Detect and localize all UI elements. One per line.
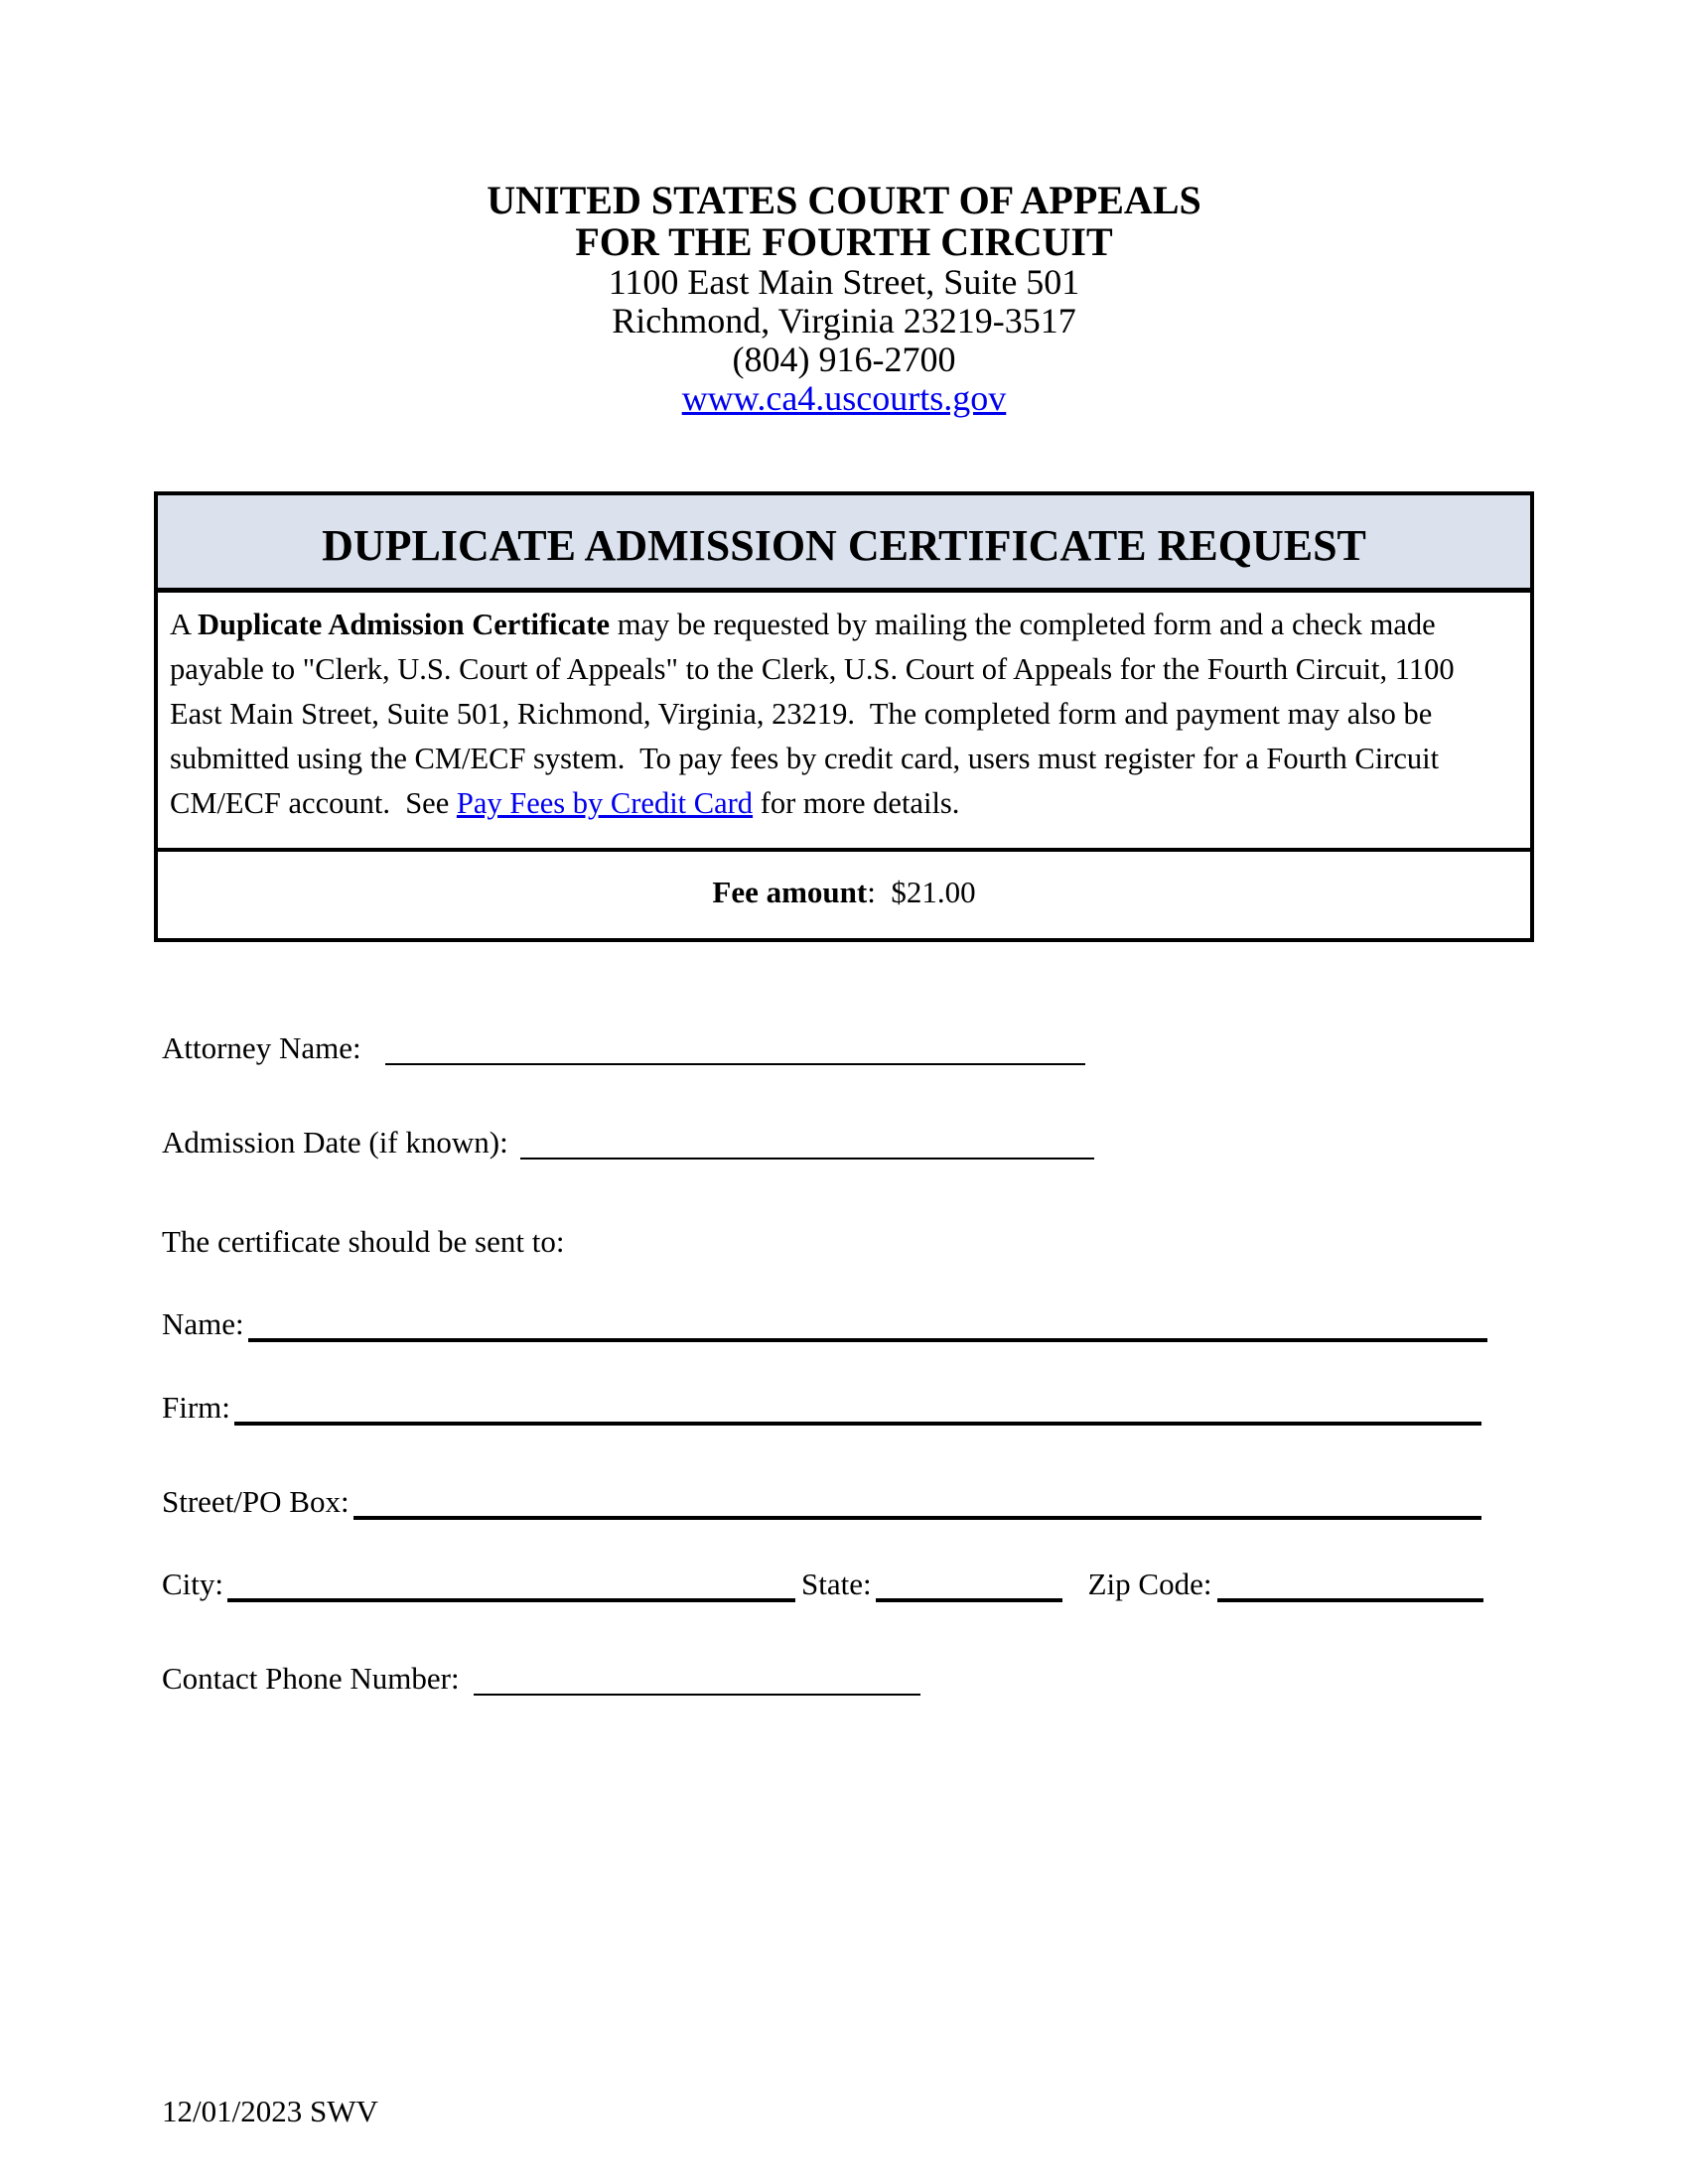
body-text-seg3: may be requested by mailing the completed form and a check made payable to "Clerk, U.S. Court of Appeals" to the Clerk, U.S. Court of Appeals for the Fourth Circuit, 1100 East Main Street, Suite 501, Richmond, Virginia, 23219. The completed form and payment may also be submitted using the CM/ECF system. To pay fees by credit card, users must register for a Fourth Circuit CM/ECF account. See (170, 608, 1463, 820)
court-name-line2: FOR THE FOURTH CIRCUIT (575, 219, 1113, 264)
zip-code-blank-line (1217, 1598, 1483, 1602)
firm-label: Firm: (162, 1390, 230, 1425)
firm-blank-line (234, 1422, 1481, 1426)
contact-phone-row (162, 1660, 920, 1698)
admission-date-label: Admission Date (if known): (162, 1125, 508, 1160)
pay-fees-link[interactable]: Pay Fees by Credit Card (456, 786, 754, 820)
state-label: State: (801, 1567, 872, 1601)
attorney-name-blank-line (385, 1063, 1085, 1065)
state-blank-line (876, 1598, 1062, 1602)
sent-to-heading: The certificate should be sent to: (162, 1224, 565, 1259)
recipient-name-blank-line (248, 1338, 1487, 1342)
street-po-box-row (162, 1483, 1481, 1521)
letterhead (0, 180, 1688, 418)
body-text-seg1: A (170, 608, 198, 641)
firm-row (162, 1389, 1481, 1427)
contact-phone-blank-line (474, 1694, 920, 1696)
address-line1: 1100 East Main Street, Suite 501 (608, 262, 1080, 302)
fee-row (158, 852, 1530, 938)
zip-code-label: Zip Code: (1087, 1567, 1212, 1601)
phone-number: (804) 916-2700 (732, 340, 956, 379)
court-website-link[interactable]: www.ca4.uscourts.gov (681, 378, 1007, 418)
notice-box-title: DUPLICATE ADMISSION CERTIFICATE REQUEST (158, 495, 1530, 593)
recipient-name-label: Name: (162, 1306, 244, 1341)
recipient-name-row (162, 1305, 1487, 1343)
fee-label: Fee amount (712, 875, 868, 909)
court-name-line1: UNITED STATES COURT OF APPEALS (487, 178, 1201, 222)
city-label: City: (162, 1567, 224, 1601)
attorney-name-row (162, 1029, 1085, 1067)
fee-value: : $21.00 (867, 875, 976, 909)
body-text-seg5: for more details. (753, 786, 960, 820)
city-blank-line (227, 1598, 795, 1602)
street-po-box-label: Street/PO Box: (162, 1484, 350, 1519)
body-text-bold-term: Duplicate Admission Certificate (197, 608, 611, 641)
revision-stamp: 12/01/2023 SWV (162, 2094, 378, 2128)
admission-date-row (162, 1124, 1094, 1161)
notice-box (154, 491, 1534, 942)
admission-date-blank-line (520, 1158, 1094, 1160)
address-line2: Richmond, Virginia 23219-3517 (612, 301, 1076, 341)
attorney-name-label: Attorney Name: (162, 1030, 361, 1065)
notice-box-body (158, 593, 1530, 852)
contact-phone-label: Contact Phone Number: (162, 1661, 460, 1696)
city-state-zip-row (162, 1566, 1483, 1603)
street-po-box-blank-line (353, 1516, 1481, 1520)
